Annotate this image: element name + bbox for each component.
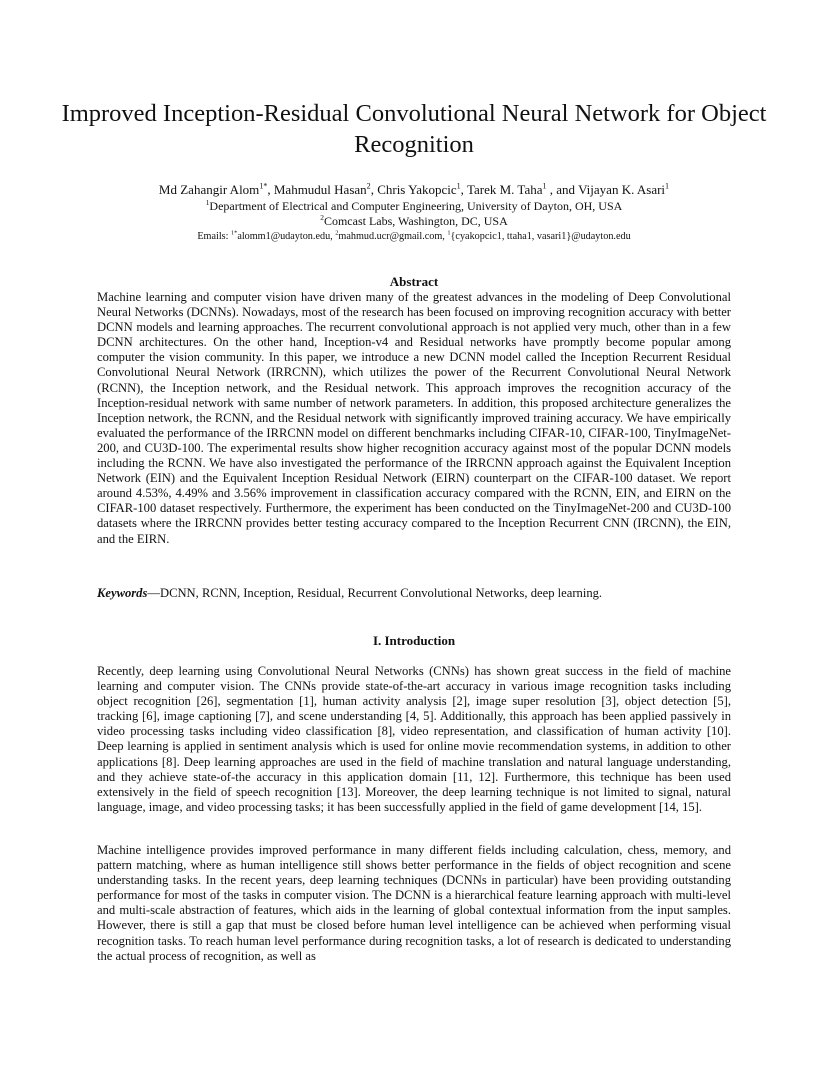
- affiliation-2: [60, 214, 768, 229]
- author-affiliation-mark: 2: [366, 181, 371, 191]
- author-separator: ,: [267, 182, 274, 197]
- author-name: Md Zahangir Alom: [158, 182, 260, 197]
- author-name: Vijayan K. Asari: [578, 182, 666, 197]
- keywords-label: Keywords: [97, 586, 148, 600]
- affiliation-mark: 2: [320, 213, 324, 222]
- emails-label: Emails:: [197, 231, 231, 242]
- abstract-heading: Abstract: [389, 274, 439, 289]
- keywords-line: [97, 586, 731, 601]
- email-mark: 2: [335, 229, 339, 237]
- author-list: [60, 181, 768, 199]
- intro-paragraph-1: Recently, deep learning using Convolutional Neural Networks (CNNs) has shown great success in the field of machine learning and computer vision. The CNNs provide state-of-the-art accuracy in various image recognition tasks including object recognition [26], segmentation [1], human activity analysis [2], image super resolution [3], object detection [5], tracking [6], image captioning [7], and scene understanding [4, 5]. Additionally, this approach has been applied passively in video processing tasks including video classification [8], video representation, and classification of human activity [10]. Deep learning is applied in sentiment analysis which is used for online movie recommendation systems, in addition to other applications [8]. Deep learning approaches are used in the field of machine translation and natural language understanding, and they achieve state-of-the accuracy in this application domain [11, 12]. Furthermore, this technique has been used extensively in the field of speech recognition [13]. Moreover, the deep learning technique is not limited to signal, natural language, image, and video processing tasks; it has been successfully applied in the field of game development [14, 15].: [97, 664, 731, 814]
- affiliation-text: Comcast Labs, Washington, DC, USA: [323, 214, 508, 228]
- author-emails: [60, 230, 768, 244]
- author-name: Chris Yakopcic: [377, 182, 457, 197]
- email-link[interactable]: alomm1@udayton.edu,: [237, 231, 336, 242]
- abstract-text: Machine learning and computer vision have driven many of the greatest advances in the modeling of Deep Convolutional Neural Networks (DCNNs). Nowadays, most of the research has been focused on improving recognition accuracy with better DCNN models and learning approaches. The recurrent convolutional approach is not applied very much, other than in a few DCNN architectures. On the other hand, Inception-v4 and Residual networks have promptly become popular among computer the vision community. In this paper, we introduce a new DCNN model called the Inception Recurrent Residual Convolutional Neural Network (IRRCNN), which utilizes the power of the Recurrent Convolutional Neural Network (RCNN), the Inception network, and the Residual network. This approach improves the recognition accuracy of the Inception-residual network with same number of network parameters. In addition, this proposed architecture generalizes the Inception network, the RCNN, and the Residual network with significantly improved training accuracy. We have empirically evaluated the performance of the IRRCNN model on different benchmarks including CIFAR-10, CIFAR-100, TinyImageNet-200, and CU3D-100. The experimental results show higher recognition accuracy against most of the popular DCNN models including the RCNN. We have also investigated the performance of the IRRCNN approach against the Equivalent Inception Network (EIN) and the Equivalent Inception Residual Network (EIRN) counterpart on the CIFAR-100 dataset. We report around 4.53%, 4.49% and 3.56% improvement in classification accuracy compared with the RCNN, EIN, and EIRN on the CIFAR-100 dataset respectively. Furthermore, the experiment has been conducted on the TinyImageNet-200 and CU3D-100 datasets where the IRRCNN provides better testing accuracy compared to the Inception Recurrent CNN (IRCNN), the EIN, and the EIRN.: [97, 290, 731, 546]
- email-mark: 1: [447, 229, 451, 237]
- author-name: Tarek M. Taha: [466, 182, 543, 197]
- intro-paragraph-2: Machine intelligence provides improved performance in many different fields including calculation, chess, memory, and pattern matching, where as human intelligence still shows better performance in the fields of object recognition and scene understanding tasks. In the recent years, deep learning techniques (DCNNs in particular) have been providing outstanding performance for most of the tasks in computer vision. The DCNN is a hierarchical feature learning approach with multi-level and multi-scale abstraction of features, which aids in the learning of global contextual information from the input samples. However, there is still a gap that must be closed before human level intelligence can be achieved when performing visual recognition tasks. To reach human level performance during recognition tasks, a lot of research is dedicated to understanding the actual process of recognition, as well as: [97, 843, 731, 963]
- affiliation-text: Department of Electrical and Computer Engineering, University of Dayton, OH, USA: [209, 199, 623, 213]
- keywords-text: —DCNN, RCNN, Inception, Residual, Recurrent Convolutional Networks, deep learning.: [147, 586, 603, 600]
- author-separator: ,: [460, 182, 467, 197]
- author-separator: , and: [546, 182, 579, 197]
- email-link[interactable]: {cyakopcic1, ttaha1, vasari1}@udayton.edu: [450, 231, 631, 242]
- author-affiliation-mark: 1*: [259, 181, 268, 191]
- paper-title: Improved Inception-Residual Convolutional Neural Network for Object Recognition: [61, 100, 767, 158]
- affiliation-mark: 1: [205, 198, 210, 207]
- author-affiliation-mark: 1: [542, 181, 547, 191]
- author-affiliation-mark: 1: [456, 181, 461, 191]
- author-affiliation-mark: 1: [665, 181, 670, 191]
- email-mark: 1*: [231, 229, 238, 237]
- affiliation-1: [60, 199, 768, 214]
- email-link[interactable]: mahmud.ucr@gmail.com,: [338, 231, 448, 242]
- author-name: Mahmudul Hasan: [273, 182, 367, 197]
- section-heading-introduction: I. Introduction: [372, 633, 456, 648]
- author-separator: ,: [370, 182, 378, 197]
